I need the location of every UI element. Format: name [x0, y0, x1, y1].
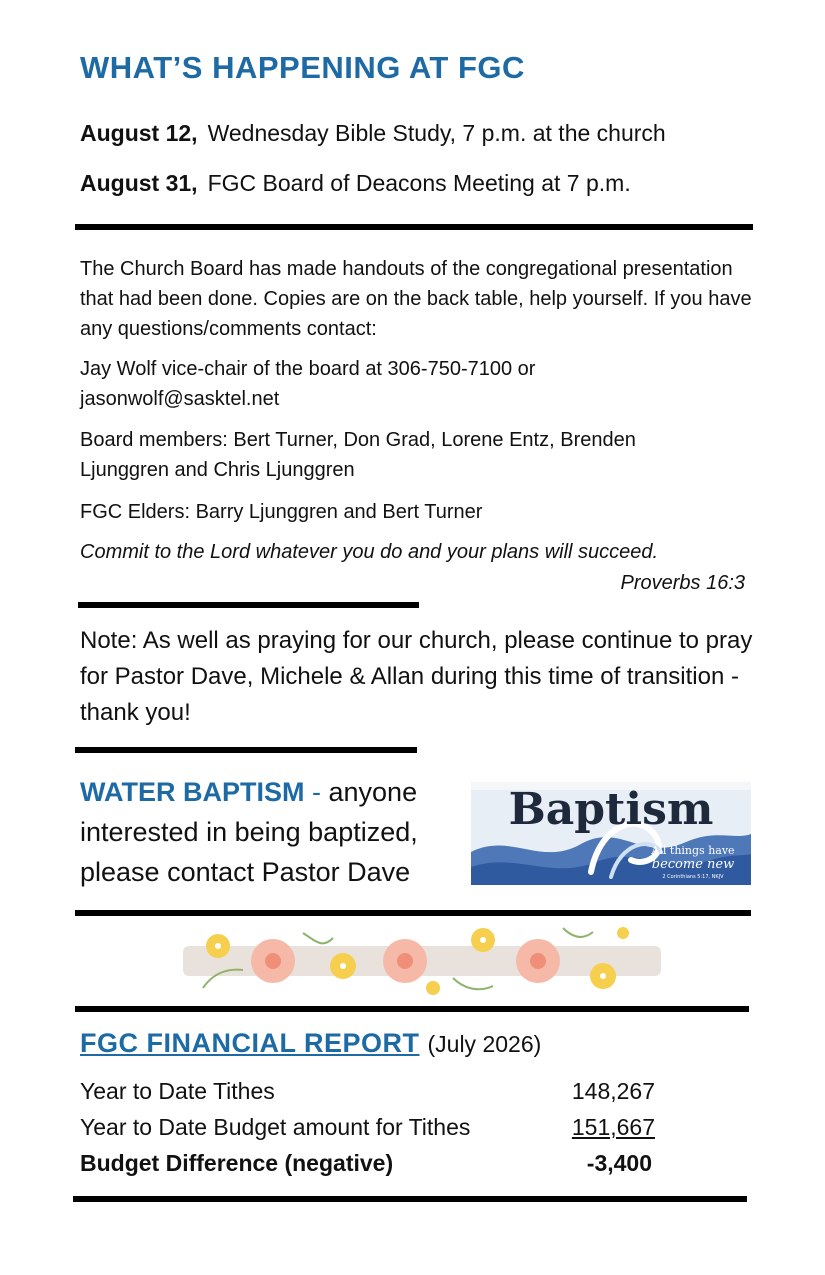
- divider: [75, 224, 753, 230]
- baptism-heading: WATER BAPTISM: [80, 777, 305, 807]
- banner-ref: 2 Corinthians 5:17, NKJV: [662, 874, 724, 880]
- scripture-reference: Proverbs 16:3: [620, 572, 745, 594]
- divider: [75, 747, 417, 753]
- divider: [75, 1006, 749, 1012]
- divider: [75, 910, 751, 916]
- baptism-text: anyone interested in being baptized, please contact Pastor Dave: [80, 777, 418, 887]
- financial-report-title: FGC FINANCIAL REPORT: [80, 1028, 420, 1058]
- page-title: WHAT’S HAPPENING AT FGC: [80, 50, 525, 85]
- financial-value: 151,667: [571, 1114, 655, 1140]
- prayer-note: Note: As well as praying for our church, please continue to pray for Pastor Dave, Michele & Allan during this time of transition - thank you!: [80, 627, 753, 726]
- board-members: Board members: Bert Turner, Don Grad, Lorene Entz, Brenden Ljunggren and Chris Ljunggren: [80, 429, 636, 481]
- divider: [73, 1196, 747, 1202]
- financial-label: Budget Difference (negative): [80, 1150, 394, 1176]
- event-date: August 31,: [80, 170, 198, 196]
- financial-row: [80, 1114, 655, 1141]
- divider: [78, 602, 419, 608]
- financial-row: [80, 1150, 652, 1177]
- financial-report-header: [80, 1028, 541, 1059]
- banner-line2: become new: [651, 857, 735, 872]
- baptism-dash: -: [304, 777, 329, 807]
- baptism-banner-image: [471, 782, 751, 885]
- financial-value: 148,267: [571, 1078, 655, 1104]
- board-contact: Jay Wolf vice-chair of the board at 306-750-7100 or jasonwolf@sasktel.net: [80, 358, 536, 410]
- banner-line1: All things have: [651, 844, 735, 857]
- baptism-announcement: [80, 772, 470, 892]
- scripture-verse: Commit to the Lord whatever you do and your plans will succeed.: [80, 541, 659, 563]
- event-date: August 12,: [80, 120, 198, 146]
- financial-row: [80, 1078, 655, 1105]
- event-text: Wednesday Bible Study, 7 p.m. at the church: [207, 120, 666, 146]
- board-intro: The Church Board has made handouts of the congregational presentation that had been done. Copies are on the back table, help yourself. If you have any questions/comments contact:: [80, 258, 752, 340]
- event-item: [80, 170, 631, 197]
- banner-title: Baptism: [508, 784, 714, 835]
- financial-report-date: (July 2026): [427, 1031, 542, 1057]
- financial-label: Year to Date Tithes: [80, 1078, 275, 1104]
- event-item: [80, 120, 666, 147]
- floral-decoration-image: [183, 918, 661, 1004]
- event-text: FGC Board of Deacons Meeting at 7 p.m.: [207, 170, 631, 196]
- financial-value: -3,400: [586, 1150, 652, 1176]
- financial-label: Year to Date Budget amount for Tithes: [80, 1114, 471, 1140]
- board-elders: FGC Elders: Barry Ljunggren and Bert Turner: [80, 501, 483, 523]
